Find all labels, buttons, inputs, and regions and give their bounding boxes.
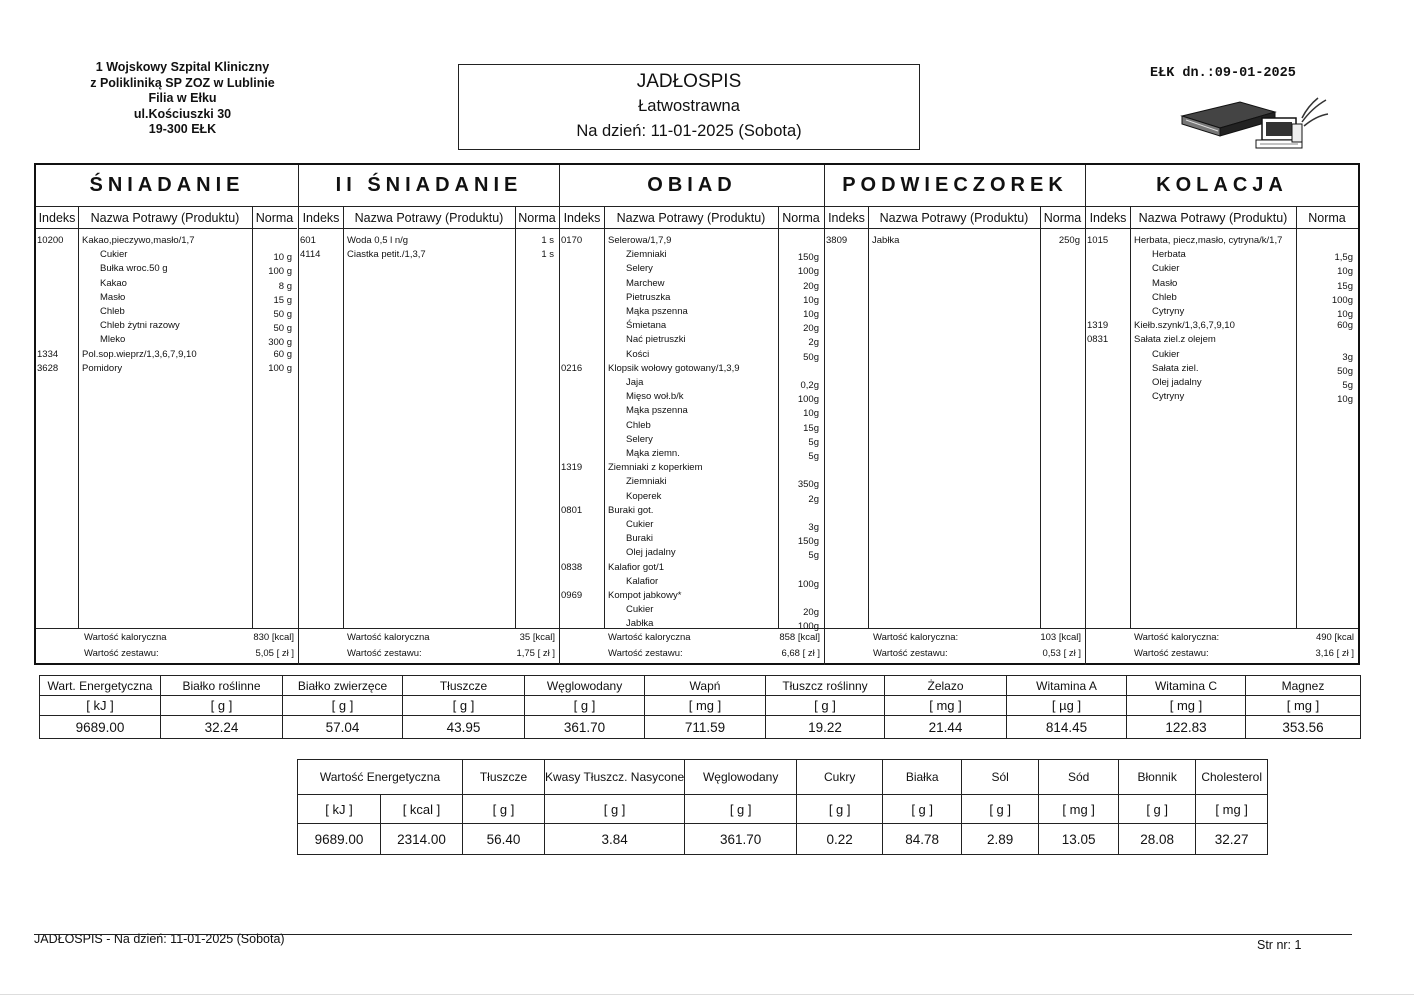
item-norm: 50 g — [273, 309, 292, 320]
nutrition-cell: 814.45 — [1007, 716, 1127, 739]
ingredient-name: Mąka pszenna — [626, 306, 688, 317]
calorie-label: Wartość kaloryczna: — [873, 632, 959, 643]
cost-label: Wartość zestawu: — [873, 648, 948, 659]
item-norm: 60g — [1337, 320, 1353, 332]
item-norm: 1 s — [541, 249, 554, 261]
nutrition-cell: [ mg ] — [1127, 696, 1246, 716]
meal-title: KOLACJA — [1086, 165, 1358, 207]
hospital-line: z Polikliniką SP ZOZ w Lublinie — [90, 75, 275, 90]
menu-date: Na dzień: 11-01-2025 (Sobota) — [576, 122, 802, 140]
ingredient-name: Ziemniaki — [626, 249, 667, 261]
item-index: 1334 — [37, 348, 59, 360]
item-index: 3809 — [826, 235, 848, 246]
item-norm: 100g — [797, 621, 819, 633]
nutrition-cell: 711.59 — [645, 716, 766, 739]
ingredient-name: Bułka wroc.50 g — [100, 263, 168, 275]
nutrition-cell: Wapń — [645, 676, 766, 696]
nutrition2-value-row — [298, 824, 1268, 855]
nutrition-cell: 32.24 — [161, 716, 283, 739]
ingredient-name: Cukier — [626, 604, 654, 616]
nutrition-cell: 9689.00 — [298, 824, 381, 855]
nutrition-cell: Tłuszcze — [403, 676, 525, 696]
name-header: Nazwa Potrawy (Produktu) — [604, 207, 778, 229]
calorie-label: Wartość kaloryczna: — [1134, 632, 1220, 643]
nutrition-cell: 361.70 — [525, 716, 645, 739]
nutrition-cell: [ g ] — [766, 696, 885, 716]
ingredient-name: Cukier — [1152, 263, 1180, 275]
nutrition-cell: [ mg ] — [1246, 696, 1361, 716]
index-header: Indeks — [36, 207, 78, 229]
item-norm: 100 g — [268, 266, 292, 278]
item-index: 1319 — [1087, 320, 1109, 332]
ingredient-name: Chleb żytni razowy — [100, 320, 180, 332]
ingredient-name: Masło — [100, 291, 126, 303]
book-computer-icon — [1180, 94, 1330, 159]
column-divider — [78, 207, 79, 629]
item-norm: 10g — [1337, 394, 1353, 406]
nutrition-cell: 361.70 — [685, 824, 797, 855]
dish-name: Kompot jabkowy* — [608, 590, 682, 601]
cost-value: 6,68 [ zł ] — [781, 648, 820, 659]
item-norm: 2g — [808, 337, 819, 349]
summary-divider — [299, 628, 559, 629]
nutrition-cell: 3.84 — [545, 824, 685, 855]
column-divider — [868, 207, 869, 629]
nutrition-cell: 353.56 — [1246, 716, 1361, 739]
nutrition-cell: Żelazo — [885, 676, 1007, 696]
item-index: 601 — [300, 235, 316, 246]
calorie-label: Wartość kaloryczna — [608, 632, 691, 643]
dish-name: Ziemniaki z koperkiem — [608, 462, 703, 474]
nutrition-cell: Cukry — [797, 760, 883, 795]
nutrition-cell: [ g ] — [962, 795, 1039, 824]
item-norm: 0,2g — [800, 380, 819, 391]
ingredient-name: Chleb — [626, 419, 651, 431]
ingredient-name: Jaja — [626, 377, 644, 388]
nutrition-cell: [ g ] — [883, 795, 962, 824]
item-index: 10200 — [37, 235, 64, 246]
cost-value: 3,16 [ zł ] — [1315, 648, 1354, 659]
nutrition-cell: 28.08 — [1119, 824, 1196, 855]
nutrition-cell: 57.04 — [283, 716, 403, 739]
index-header: Indeks — [1086, 207, 1130, 229]
nutrition-cell: Sól — [962, 760, 1039, 795]
item-norm: 50g — [1337, 365, 1353, 377]
ingredient-name: Buraki — [626, 533, 653, 545]
nutrition-cell: Tłuszcze — [463, 760, 545, 795]
nutrition-cell: [ g ] — [685, 795, 797, 824]
item-index: 0801 — [561, 504, 583, 516]
ingredient-name: Marchew — [626, 277, 665, 289]
nutrition2-unit-row — [298, 795, 1268, 824]
item-norm: 20g — [803, 280, 819, 292]
column-divider — [604, 207, 605, 629]
dish-name: Buraki got. — [608, 504, 654, 516]
nutrition-table-1 — [39, 675, 1361, 739]
item-index: 0216 — [561, 362, 583, 374]
dish-name: Kalafior got/1 — [608, 561, 664, 573]
nutrition-cell: 13.05 — [1039, 824, 1119, 855]
item-norm: 10g — [1337, 266, 1353, 278]
ingredient-name: Cytryny — [1152, 391, 1185, 403]
name-header: Nazwa Potrawy (Produktu) — [1130, 207, 1296, 229]
nutrition-cell: 19.22 — [766, 716, 885, 739]
print-date: EŁK dn.:09-01-2025 — [1150, 66, 1296, 81]
cost-label: Wartość zestawu: — [1134, 648, 1209, 659]
ingredient-name: Mięso woł.b/k — [626, 391, 684, 403]
summary-divider — [1086, 628, 1358, 629]
item-index: 0969 — [561, 590, 583, 601]
ingredient-name: Koperek — [626, 490, 662, 502]
nutrition-cell: [ mg ] — [885, 696, 1007, 716]
nutrition-cell: 21.44 — [885, 716, 1007, 739]
nutrition-cell: 0.22 — [797, 824, 883, 855]
nutrition-cell: [ mg ] — [1196, 795, 1268, 824]
dish-name: Pol.sop.wieprz/1,3,6,7,9,10 — [82, 348, 197, 360]
item-index: 4114 — [300, 249, 321, 261]
hospital-line: Filia w Ełku — [148, 91, 217, 105]
dish-name: Klopsik wołowy gotowany/1,3,9 — [608, 362, 740, 374]
meal-title: II ŚNIADANIE — [299, 165, 559, 207]
ingredient-name: Kakao — [100, 277, 127, 289]
nutrition-cell: Magnez — [1246, 676, 1361, 696]
nutrition-cell: 2314.00 — [381, 824, 463, 855]
ingredient-name: Ziemniaki — [626, 476, 667, 488]
nutrition-cell: [ g ] — [525, 696, 645, 716]
hospital-line: 19-300 EŁK — [148, 122, 217, 136]
nutrition-cell: 2.89 — [962, 824, 1039, 855]
nutrition-cell: 43.95 — [403, 716, 525, 739]
nutrition-cell: [ g ] — [1119, 795, 1196, 824]
nutrition-cell: [ g ] — [403, 696, 525, 716]
ingredient-name: Śmietana — [626, 320, 667, 332]
meal-column — [298, 165, 559, 665]
name-header: Nazwa Potrawy (Produktu) — [78, 207, 252, 229]
item-norm: 150g — [797, 536, 819, 548]
name-header: Nazwa Potrawy (Produktu) — [868, 207, 1040, 229]
nutrition-cell: [ mg ] — [1039, 795, 1119, 824]
cost-label: Wartość zestawu: — [347, 648, 422, 659]
item-norm: 3g — [1342, 351, 1353, 363]
nutrition-cell: [ kJ ] — [298, 795, 381, 824]
nutrition-cell: [ g ] — [463, 795, 545, 824]
item-norm: 10g — [803, 408, 819, 420]
norm-header: Norma — [252, 207, 297, 229]
name-header: Nazwa Potrawy (Produktu) — [343, 207, 515, 229]
dish-name: Woda 0,5 l n/g — [347, 235, 409, 246]
nutrition-cell: [ g ] — [161, 696, 283, 716]
item-norm: 300 g — [268, 337, 292, 349]
ingredient-name: Kości — [626, 348, 650, 360]
ingredient-name: Sałata ziel. — [1152, 362, 1199, 374]
item-norm: 50g — [803, 351, 819, 363]
ingredient-name: Mąka pszenna — [626, 405, 688, 417]
item-norm: 100g — [797, 578, 819, 590]
item-norm: 1 s — [541, 235, 554, 246]
nutrition-unit-row — [40, 696, 1361, 716]
nutrition-cell: 122.83 — [1127, 716, 1246, 739]
meal-title: ŚNIADANIE — [36, 165, 298, 207]
item-index: 0170 — [561, 235, 583, 246]
column-divider — [1040, 207, 1041, 629]
index-header: Indeks — [560, 207, 604, 229]
nutrition-cell: 9689.00 — [40, 716, 161, 739]
index-header: Indeks — [825, 207, 868, 229]
nutrition-cell: Cholesterol — [1196, 760, 1268, 795]
nutrition-cell: [ g ] — [545, 795, 685, 824]
item-norm: 100g — [797, 394, 819, 406]
item-norm: 2g — [808, 493, 819, 505]
item-norm: 60 g — [273, 348, 292, 360]
cost-label: Wartość zestawu: — [608, 648, 683, 659]
hospital-line: ul.Kościuszki 30 — [133, 106, 232, 121]
item-norm: 15g — [803, 422, 819, 434]
item-index: 1015 — [1087, 235, 1109, 246]
ingredient-name: Masło — [1152, 277, 1178, 289]
norm-header: Norma — [1040, 207, 1085, 229]
ingredient-name: Herbata — [1152, 249, 1186, 261]
footer-text: JADŁOSPIS - Na dzień: 11-01-2025 (Sobota) — [34, 932, 285, 946]
nutrition-table-2 — [297, 759, 1268, 855]
item-norm: 100g — [797, 266, 819, 278]
nutrition-cell: [ kcal ] — [381, 795, 463, 824]
dish-name: Herbata, piecz,masło, cytryna/k/1,7 — [1134, 235, 1283, 246]
item-index: 0831 — [1087, 334, 1109, 346]
nutrition-cell: Białka — [883, 760, 962, 795]
dish-name: Kiełb.szynk/1,3,6,7,9,10 — [1134, 320, 1235, 332]
nutrition-cell: Witamina C — [1127, 676, 1246, 696]
nutrition-cell: 32.27 — [1196, 824, 1268, 855]
meal-column — [824, 165, 1085, 665]
title-box — [458, 64, 920, 150]
ingredient-name: Pietruszka — [626, 291, 671, 303]
ingredient-name: Cukier — [100, 249, 128, 261]
nutrition-cell: Białko zwierzęce — [283, 676, 403, 696]
nutrition-value-row — [40, 716, 1361, 739]
item-norm: 100g — [1331, 294, 1353, 306]
item-norm: 3g — [808, 522, 819, 533]
hospital-address — [60, 60, 305, 138]
item-norm: 10 g — [273, 252, 292, 264]
column-divider — [515, 207, 516, 629]
nutrition-cell: [ µg ] — [1007, 696, 1127, 716]
norm-header: Norma — [778, 207, 824, 229]
item-norm: 15g — [1337, 280, 1353, 292]
nutrition-cell: [ mg ] — [645, 696, 766, 716]
menu-grid — [34, 163, 1360, 665]
nutrition-cell: [ g ] — [283, 696, 403, 716]
item-norm: 20g — [803, 607, 819, 619]
calorie-value: 35 [kcal] — [519, 632, 555, 643]
cost-value: 5,05 [ zł ] — [255, 648, 294, 659]
cost-value: 0,53 [ zł ] — [1042, 648, 1081, 659]
column-divider — [1130, 207, 1131, 629]
ingredient-name: Cytryny — [1152, 306, 1185, 317]
item-norm: 20g — [803, 323, 819, 335]
item-norm: 150g — [797, 252, 819, 264]
page-title: JADŁOSPIS — [636, 71, 742, 92]
calorie-value: 858 [kcal] — [779, 632, 820, 643]
item-norm: 8 g — [278, 280, 292, 292]
calorie-value: 830 [kcal] — [253, 632, 294, 643]
item-norm: 250g — [1058, 235, 1080, 246]
item-norm: 10g — [803, 294, 819, 306]
ingredient-name: Chleb — [100, 306, 125, 317]
diet-name: Łatwostrawna — [638, 97, 740, 115]
hospital-line: 1 Wojskowy Szpital Kliniczny — [95, 60, 270, 74]
ingredient-name: Olej jadalny — [626, 547, 676, 559]
nutrition-cell: Białko roślinne — [161, 676, 283, 696]
column-divider — [343, 207, 344, 629]
item-norm: 15 g — [273, 294, 292, 306]
item-norm: 5g — [808, 451, 819, 462]
ingredient-name: Cukier — [1152, 348, 1180, 360]
nutrition-cell: Błonnik — [1119, 760, 1196, 795]
calorie-value: 490 [kcal — [1315, 632, 1354, 643]
ingredient-name: Selery — [626, 433, 653, 445]
calorie-value: 103 [kcal] — [1040, 632, 1081, 643]
meal-title: PODWIECZOREK — [825, 165, 1085, 207]
nutrition2-header-row — [298, 760, 1268, 795]
nutrition-cell: Sód — [1039, 760, 1119, 795]
ingredient-name: Mleko — [100, 334, 126, 346]
summary-divider — [825, 628, 1085, 629]
calorie-label: Wartość kaloryczna — [347, 632, 430, 643]
summary-divider — [36, 628, 298, 629]
item-index: 3628 — [37, 362, 59, 374]
page-edge — [0, 994, 1414, 995]
nutrition-cell: [ kJ ] — [40, 696, 161, 716]
ingredient-name: Nać pietruszki — [626, 334, 686, 346]
item-index: 1319 — [561, 462, 583, 474]
ingredient-name: Selery — [626, 263, 653, 275]
ingredient-name: Olej jadalny — [1152, 377, 1202, 388]
cost-label: Wartość zestawu: — [84, 648, 159, 659]
nutrition-cell: 56.40 — [463, 824, 545, 855]
nutrition-cell: Tłuszcz roślinny — [766, 676, 885, 696]
footer-divider — [34, 934, 1352, 935]
item-norm: 100 g — [268, 362, 292, 374]
calorie-label: Wartość kaloryczna — [84, 632, 167, 643]
ingredient-name: Mąka ziemn. — [626, 448, 680, 459]
nutrition-header-row — [40, 676, 1361, 696]
item-norm: 5g — [808, 436, 819, 448]
ingredient-name: Jabłka — [626, 618, 654, 630]
dish-name: Ciastka petit./1,3,7 — [347, 249, 426, 261]
norm-header: Norma — [1296, 207, 1358, 229]
dish-name: Selerowa/1,7,9 — [608, 235, 672, 246]
ingredient-name: Cukier — [626, 519, 654, 530]
cost-value: 1,75 [ zł ] — [516, 648, 555, 659]
item-norm: 10g — [1337, 309, 1353, 320]
norm-header: Norma — [515, 207, 559, 229]
dish-name: Kakao,pieczywo,masło/1,7 — [82, 235, 195, 246]
item-norm: 5g — [1342, 380, 1353, 391]
nutrition-cell: Węglowodany — [685, 760, 797, 795]
nutrition-cell: Węglowodany — [525, 676, 645, 696]
nutrition-cell: [ g ] — [797, 795, 883, 824]
nutrition-cell: Wartość Energetyczna — [298, 760, 463, 795]
nutrition-cell: Witamina A — [1007, 676, 1127, 696]
meal-column — [1085, 165, 1358, 665]
nutrition-cell: 84.78 — [883, 824, 962, 855]
item-norm: 350g — [797, 479, 819, 491]
meal-column — [559, 165, 824, 665]
meal-column — [36, 165, 298, 665]
index-header: Indeks — [299, 207, 343, 229]
nutrition-cell: Wart. Energetyczna — [40, 676, 161, 696]
dish-name: Jabłka — [872, 235, 900, 246]
item-norm: 1,5g — [1334, 252, 1353, 264]
item-norm: 50 g — [273, 323, 292, 335]
ingredient-name: Kalafior — [626, 575, 659, 587]
dish-name: Pomidory — [82, 362, 123, 374]
item-index: 0838 — [561, 561, 583, 573]
dish-name: Sałata ziel.z olejem — [1134, 334, 1216, 346]
item-norm: 5g — [808, 550, 819, 562]
nutrition-cell: Kwasy Tłuszcz. Nasycone — [545, 760, 685, 795]
item-norm: 10g — [803, 309, 819, 320]
page-number: Str nr: 1 — [1257, 938, 1302, 952]
meal-title: OBIAD — [560, 165, 824, 207]
ingredient-name: Chleb — [1152, 291, 1177, 303]
